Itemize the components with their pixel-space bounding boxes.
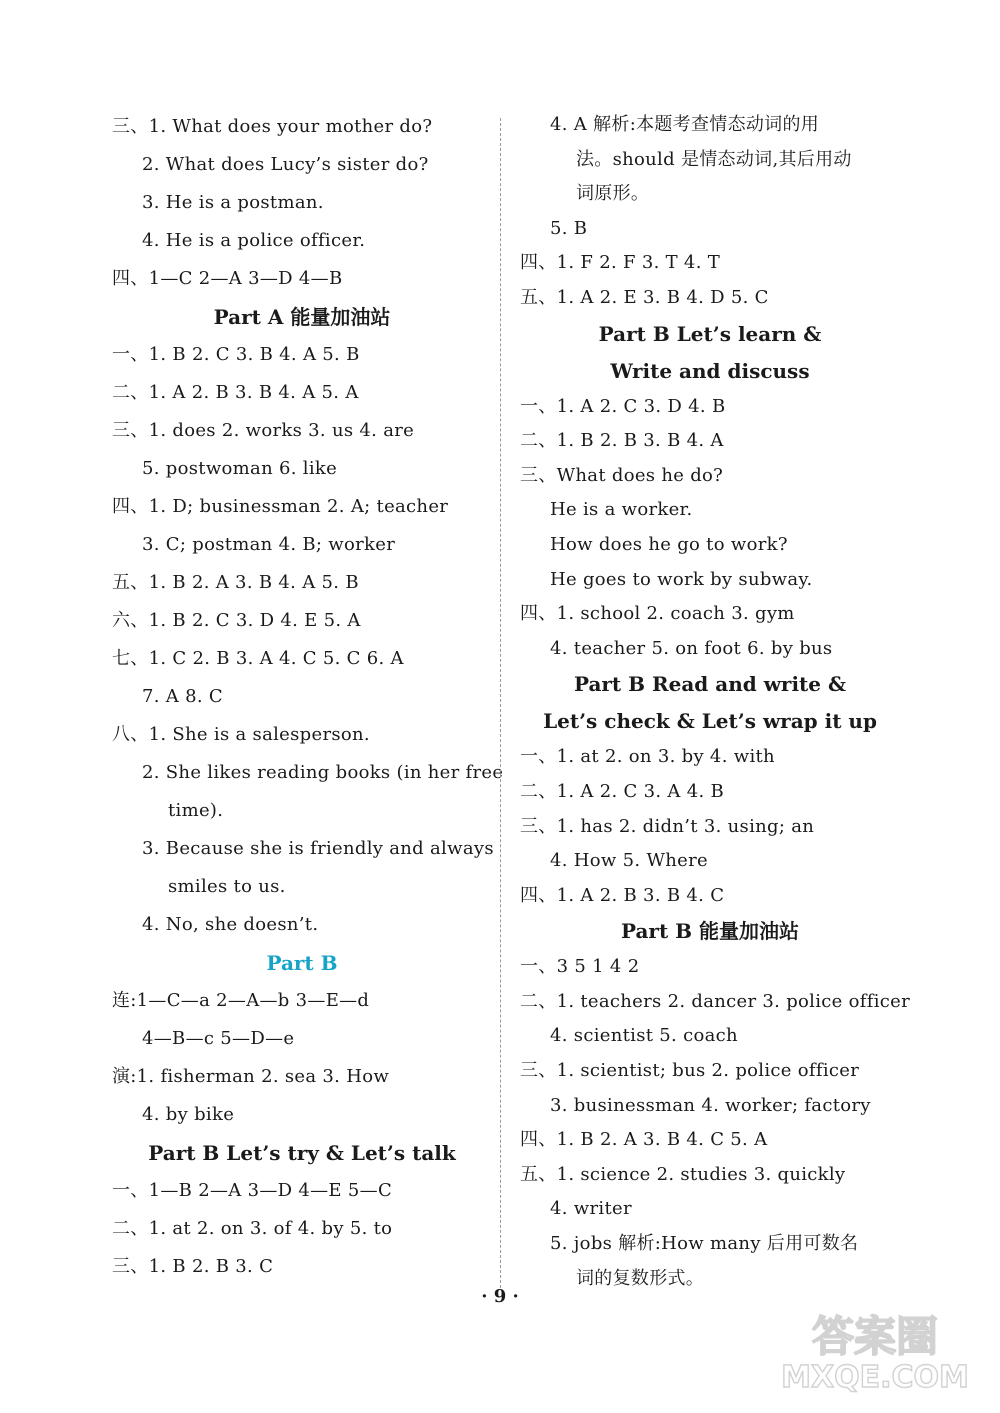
column-divider [500,118,501,1288]
answer-line: 2. She likes reading books (in her free [142,762,504,783]
answer-line: 三、1. does 2. works 3. us 4. are [112,420,415,441]
section-heading: Part B 能量加油站 [620,919,800,944]
answer-line: 一、1. B 2. C 3. B 4. A 5. B [112,344,360,365]
right-column [520,108,910,1296]
section-heading: Part B Read and write & [573,672,847,697]
answer-line: 4. A 解析:本题考查情态动词的用 [550,114,820,135]
answer-line: 词的复数形式。 [576,1267,705,1289]
answer-line: 三、1. What does your mother do? [112,116,433,137]
answer-line: 四、1. school 2. coach 3. gym [520,603,795,625]
answer-line: 4. How 5. Where [550,850,708,872]
answer-line: 三、1. B 2. B 3. C [112,1256,274,1277]
answer-line: 一、1. at 2. on 3. by 4. with [520,746,775,768]
answer-line: 三、1. has 2. didn’t 3. using; an [520,815,815,837]
answer-line: 五、1. A 2. E 3. B 4. D 5. C [520,286,769,308]
answer-line: 4. by bike [142,1104,235,1125]
section-heading: Part B Let’s try & Let’s talk [148,1141,456,1165]
section-heading: Part B Let’s learn & [598,321,822,346]
answer-line: He goes to work by subway. [550,568,813,590]
answer-line: He is a worker. [550,499,693,521]
answer-line: 连:1—C—a 2—A—b 3—E—d [112,990,370,1011]
answer-line: 四、1. B 2. A 3. B 4. C 5. A [520,1129,768,1151]
answer-line: 3. C; postman 4. B; worker [142,534,396,555]
answer-line: 四、1. D; businessman 2. A; teacher [112,496,449,517]
answer-line: 四、1—C 2—A 3—D 4—B [112,268,343,289]
answer-line: 演:1. fisherman 2. sea 3. How [112,1066,390,1087]
answer-line: 3. He is a postman. [142,192,324,213]
answer-line: 二、1. A 2. C 3. A 4. B [520,780,725,802]
answer-line: 二、1. B 2. B 3. B 4. A [520,430,724,452]
answer-line: 七、1. C 2. B 3. A 4. C 5. C 6. A [112,648,404,669]
answer-line: 3. Because she is friendly and always [142,838,494,859]
answer-line: 4. No, she doesn’t. [142,914,319,935]
answer-line: 5. B [550,217,588,239]
answer-line: 词原形。 [576,183,650,205]
answer-line: 2. What does Lucy’s sister do? [142,154,429,175]
answer-line: 一、1—B 2—A 3—D 4—E 5—C [112,1180,393,1201]
answer-line: 5. postwoman 6. like [142,458,338,479]
answer-line: 一、3 5 1 4 2 [520,956,640,978]
section-heading: Part B [266,951,338,975]
answer-line: 4. writer [550,1198,632,1220]
answer-line: time). [168,800,224,821]
page-number: · 9 · [481,1286,519,1307]
answer-line: 5. jobs 解析:How many 后用可数名 [550,1233,859,1255]
answer-line: 4—B—c 5—D—e [142,1028,295,1049]
answer-line: 四、1. A 2. B 3. B 4. C [520,884,725,906]
left-column [112,108,504,1286]
answer-line: smiles to us. [168,876,286,897]
answer-line: 一、1. A 2. C 3. D 4. B [520,395,726,417]
answer-line: 二、1. at 2. on 3. of 4. by 5. to [112,1218,393,1239]
answer-line: 4. He is a police officer. [142,230,366,251]
answer-line: 4. teacher 5. on foot 6. by bus [550,637,833,659]
watermark-url: MXQE.COM [781,1360,969,1393]
answer-line: 四、1. F 2. F 3. T 4. T [520,252,721,274]
answer-line: 7. A 8. C [142,686,223,707]
answer-line: 五、1. B 2. A 3. B 4. A 5. B [112,572,359,593]
answer-line: 二、1. A 2. B 3. B 4. A 5. A [112,382,359,403]
watermark-logo [780,1303,970,1393]
section-heading: Write and discuss [610,358,810,383]
answer-line: How does he go to work? [550,533,788,555]
answer-line: 五、1. science 2. studies 3. quickly [520,1163,846,1185]
answer-line: 三、What does he do? [520,464,724,486]
answer-line: 六、1. B 2. C 3. D 4. E 5. A [112,610,361,631]
answer-line: 法。should 是情态动词,其后用动 [576,148,852,170]
section-heading: Let’s check & Let’s wrap it up [543,709,877,734]
answer-line: 八、1. She is a salesperson. [112,724,370,745]
answer-line: 二、1. teachers 2. dancer 3. police officer [520,990,910,1012]
answer-line: 三、1. scientist; bus 2. police officer [520,1060,860,1082]
section-heading: Part A 能量加油站 [213,305,391,329]
answer-line: 3. businessman 4. worker; factory [550,1094,871,1116]
watermark-title: 答案圈 [811,1312,939,1361]
answer-line: 4. scientist 5. coach [550,1025,738,1047]
